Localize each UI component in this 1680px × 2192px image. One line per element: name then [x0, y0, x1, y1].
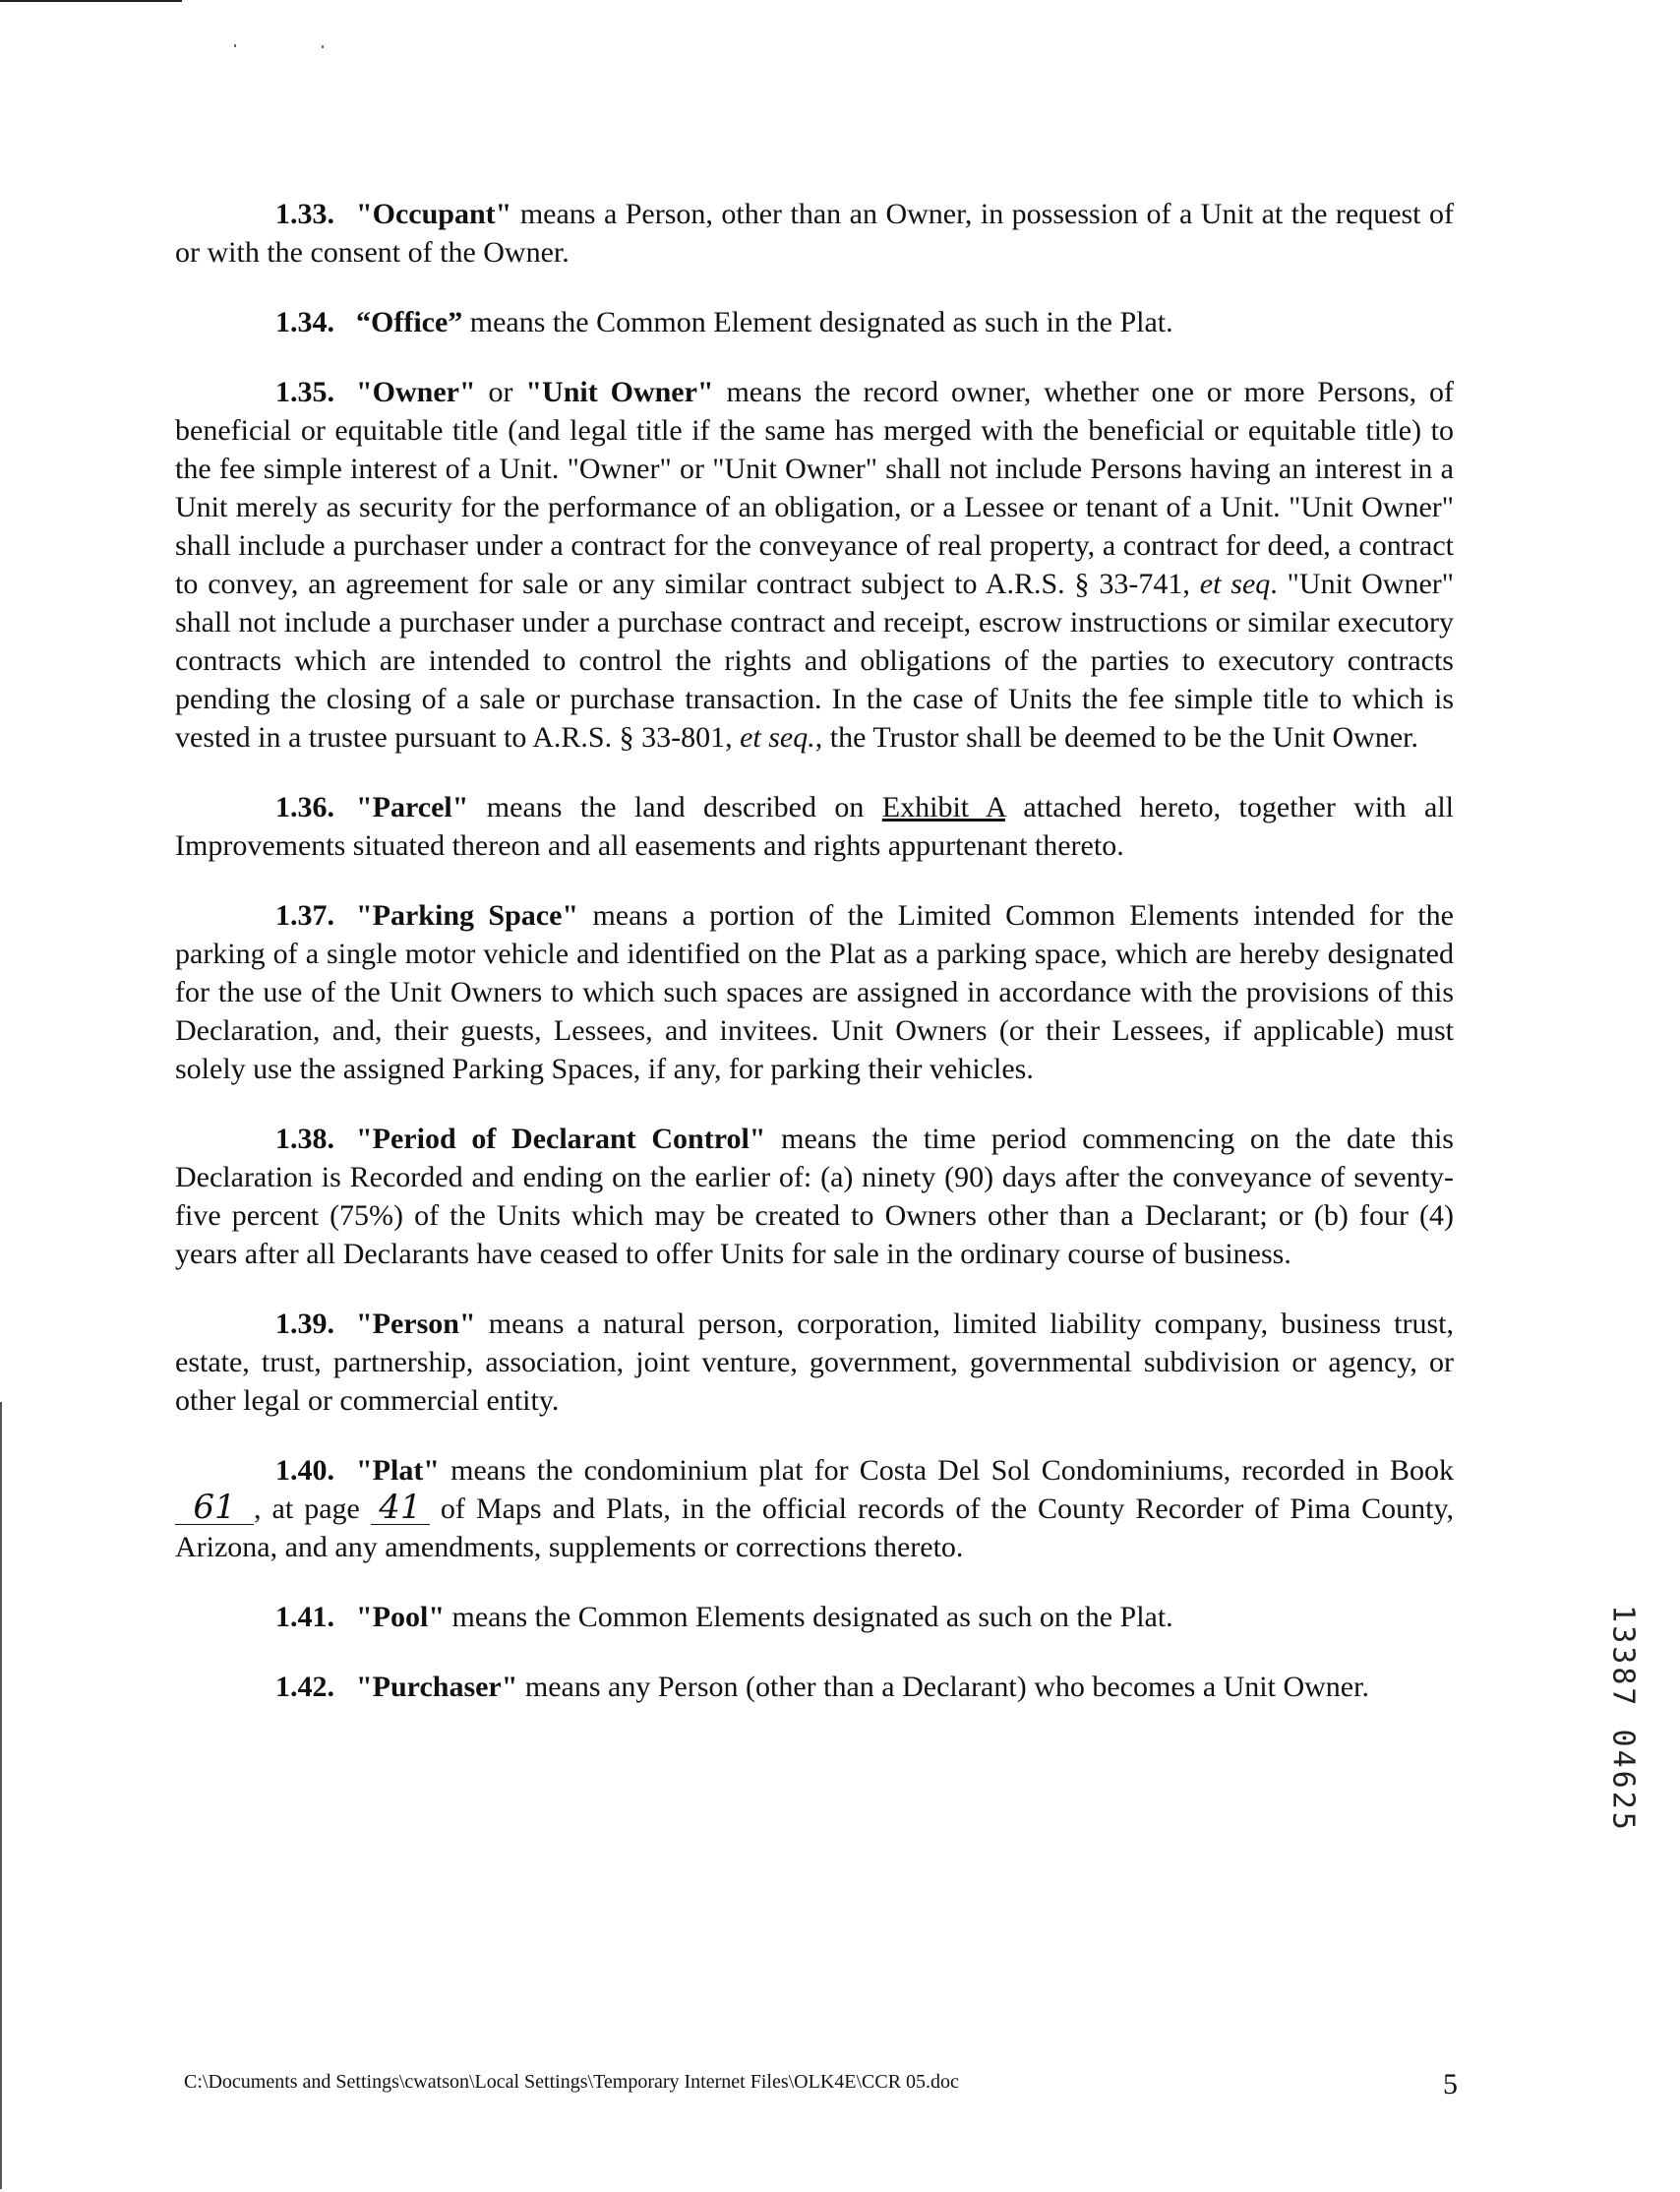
footer-file-path: C:\Documents and Settings\cwatson\Local Settings\Temporary Internet Files\OLK4E\CCR 05.doc: [184, 2071, 959, 2093]
definition-text: means a portion of the Limited Common Elements intended for the parking of a single motor vehicle and identified on the Plat as a parking space, which are hereby designated for the use of the Unit Owners to which such spaces are assigned in accordance with the provisions of this Declaration, and, their guests, Lessees, and invitees. Unit Owners (or their Lessees, if applicable) must solely use the assigned Parking Spaces, if any, for parking their vehicles.: [175, 899, 1455, 1085]
exhibit-reference: Exhibit A: [881, 791, 1005, 823]
section-number: 1.39.: [275, 1308, 334, 1340]
definition-1-39: [175, 1305, 1454, 1420]
recording-stamp-text: 13387 04625: [1605, 1605, 1641, 1833]
scan-speck: [322, 45, 324, 48]
defined-term: "Parking Space": [356, 899, 579, 932]
defined-term: "Owner": [356, 376, 476, 408]
defined-term-alt: "Unit Owner": [525, 376, 714, 408]
section-number: 1.41.: [275, 1601, 334, 1633]
definition-text: means the time period commencing on the date this Declaration is Recorded and ending on the earlier of: (a) ninety (90) days after the conveyance of seventy-five percent (75%) of the Units which may be created to Owners other than a Declarant; or (b) four (4) years after all Declarants have ceased to offer Units for sale in the ordinary course of business.: [175, 1123, 1454, 1270]
scan-edge-top: [0, 0, 182, 2]
italic-citation: et seq.: [740, 721, 815, 754]
defined-term: "Occupant": [356, 198, 512, 230]
definition-text: means a Person, other than an Owner, in possession of a Unit at the request of or with the consent of the Owner.: [175, 198, 1454, 269]
italic-citation: et seq: [1199, 568, 1271, 600]
defined-term: "Pool": [356, 1601, 445, 1633]
defined-term: "Plat": [356, 1454, 440, 1487]
definition-text: means the land described on: [468, 791, 882, 823]
definition-1-38: [175, 1120, 1454, 1273]
scan-speck: [234, 44, 236, 47]
handwritten-page-number: 41: [371, 1491, 430, 1525]
defined-term: "Parcel": [356, 791, 469, 823]
definition-text: means the Common Elements designated as such on the Plat.: [444, 1601, 1173, 1633]
section-number: 1.40.: [275, 1454, 334, 1487]
definition-1-33: [175, 195, 1454, 272]
definition-text: means the Common Element designated as such in the Plat.: [462, 306, 1173, 338]
section-number: 1.33.: [275, 198, 334, 230]
section-number: 1.35.: [275, 376, 334, 408]
definition-text: . "Unit Owner" shall not include a purchaser under a purchase contract and receipt, escrow instructions or similar executory contracts which are intended to control the rights and obligations of the parties to executory contracts pending the closing of a sale or purchase transaction. In the case of Units the fee simple title to which is vested in a trustee pursuant to A.R.S. § 33-801,: [175, 568, 1455, 754]
recording-stamp: [1603, 1586, 1643, 1852]
document-page: [175, 195, 1454, 1737]
connector-text: or: [475, 376, 526, 408]
definition-text: means a natural person, corporation, limited liability company, business trust, estate, trust, partnership, association, joint venture, government, governmental subdivision or agency, or other legal or commercial entity.: [175, 1308, 1454, 1417]
definition-1-35: [175, 373, 1454, 757]
section-number: 1.42.: [275, 1671, 334, 1703]
definition-text: , at page: [254, 1492, 371, 1525]
section-number: 1.38.: [275, 1123, 334, 1155]
definition-text: attached hereto, together with all Improvements situated thereon and all easements and rights appurtenant thereto.: [175, 791, 1455, 862]
definition-text: means the record owner, whether one or more Persons, of beneficial or equitable title (and legal title if the same has merged with the beneficial or equitable title) to the fee simple interest of a Unit. "Owner" or "Unit Owner" shall not include Persons having an interest in a Unit merely as security for the performance of an obligation, or a Lessee or tenant of a Unit. "Unit Owner" shall include a purchaser under a contract for the conveyance of real property, a contract for deed, a contract to convey, an agreement for sale or any similar contract subject to A.R.S. § 33-741,: [175, 376, 1454, 600]
definition-1-40: [175, 1451, 1454, 1566]
definition-1-42: [175, 1668, 1454, 1706]
definition-text: means any Person (other than a Declarant) who becomes a Unit Owner.: [517, 1671, 1369, 1703]
definition-text: of Maps and Plats, in the official records of the County Recorder of Pima County, Arizona, and any amendments, supplements or corrections thereto.: [175, 1492, 1455, 1563]
scan-edge-left: [0, 1402, 2, 2189]
definition-1-36: [175, 788, 1454, 865]
defined-term: “Office”: [356, 306, 463, 338]
page-number: 5: [1443, 2068, 1458, 2101]
handwritten-book-number: 61: [175, 1491, 254, 1525]
definition-1-34: [175, 303, 1454, 341]
defined-term: "Period of Declarant Control": [356, 1123, 766, 1155]
definition-text: means the condominium plat for Costa Del Sol Condominiums, recorded in Book: [439, 1454, 1454, 1487]
defined-term: "Purchaser": [356, 1671, 518, 1703]
defined-term: "Person": [356, 1308, 476, 1340]
section-number: 1.34.: [275, 306, 334, 338]
definition-1-41: [175, 1598, 1454, 1636]
section-number: 1.36.: [275, 791, 334, 823]
definition-1-37: [175, 896, 1454, 1088]
section-number: 1.37.: [275, 899, 334, 932]
definition-text: , the Trustor shall be deemed to be the Unit Owner.: [814, 721, 1418, 754]
